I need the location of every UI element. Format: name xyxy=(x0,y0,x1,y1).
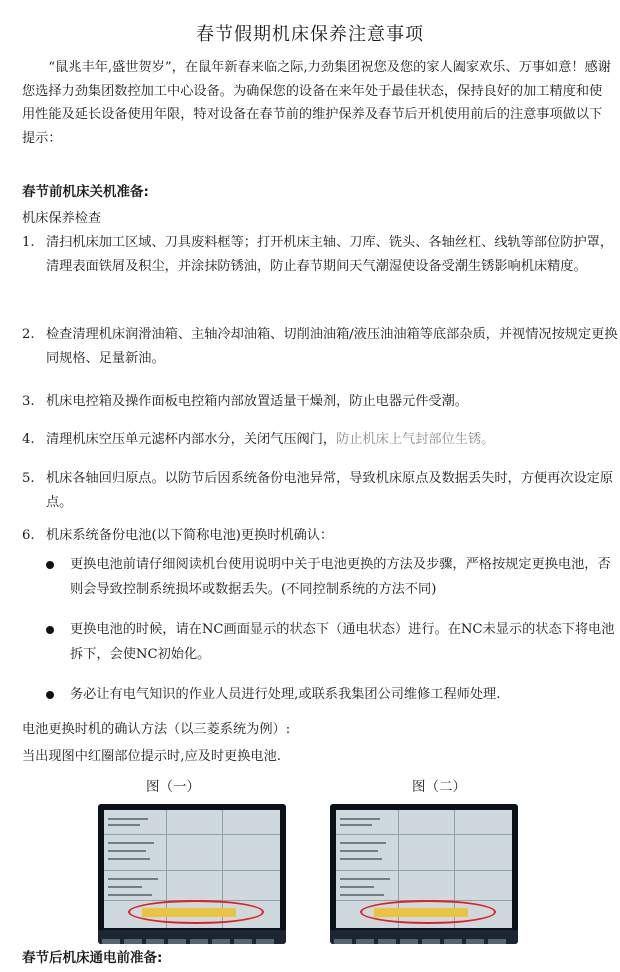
list-text: 机床系统备份电池(以下简称电池)更换时机确认： xyxy=(46,528,334,543)
list-number: 5. xyxy=(22,471,35,486)
section-heading-after-holiday: 春节后机床通电前准备: xyxy=(22,950,163,966)
list-text: 机床各轴回归原点。以防节后因系统备份电池异常，导致机床原点及数据丢失时，方便再次设定原点。 xyxy=(46,471,614,510)
list-item xyxy=(22,390,618,414)
list-item xyxy=(22,428,618,452)
bullet-item xyxy=(46,682,616,707)
softkey-bar xyxy=(330,930,518,944)
list-number: 2. xyxy=(22,327,35,342)
bullet-dot-icon xyxy=(46,691,54,699)
subheading-maintenance-check: 机床保养检查 xyxy=(22,211,102,226)
list-number: 4. xyxy=(22,432,35,447)
section-heading-before-holiday: 春节前机床关机准备: xyxy=(22,184,149,200)
battery-check-text: 当出现图中红圈部位提示时,应及时更换电池. xyxy=(22,749,281,764)
list-text: 检查清理机床润滑油箱、主轴冷却油箱、切削油油箱/液压油油箱等底部杂质，并视情况按规定更换同规格、足量新油。 xyxy=(46,327,618,366)
figure-1-label: 图（一） xyxy=(146,779,200,795)
list-item xyxy=(22,467,618,515)
list-text: 清扫机床加工区域、刀具废料框等；打开机床主轴、刀库、铣头、各轴丝杠、线轨等部位防护罩，清理表面铁屑及积尘，并涂抹防锈油，防止春节期间天气潮湿使设备受潮生锈影响机床精度。 xyxy=(46,235,614,274)
bullet-text: 务必让有电气知识的作业人员进行处理,或联系我集团公司维修工程师处理. xyxy=(70,687,501,702)
red-circle-highlight xyxy=(128,900,264,924)
figure-2-label: 图（二） xyxy=(412,779,466,795)
list-number: 1. xyxy=(22,235,35,250)
softkey-bar xyxy=(98,930,286,944)
battery-check-title: 电池更换时机的确认方法（以三菱系统为例）: xyxy=(22,722,291,737)
bullet-text: 更换电池前请仔细阅读机台使用说明中关于电池更换的方法及步骤，严格按规定更换电池，否则会导致控制系统损坏或数据丢失。(不同控制系统的方法不同) xyxy=(70,557,611,597)
list-text-faded: 防止机床上气封部位生锈。 xyxy=(336,432,495,447)
list-item xyxy=(22,524,618,548)
list-number: 6. xyxy=(22,528,35,543)
page-title: 春节假期机床保养注意事项 xyxy=(196,24,424,45)
cnc-screen-photo-2 xyxy=(330,804,518,944)
intro-paragraph: “鼠兆丰年,盛世贺岁”，在鼠年新春来临之际,力劲集团祝您及您的家人阖家欢乐、万事如意！感谢您选择力劲集团数控加工中心设备。为确保您的设备在来年处于最佳状态，保持良好的加工精度和使用性能及延长设备使用年限，特对设备在春节前的维护保养及春节后开机使用前后的注意事项做以下提示： xyxy=(22,60,611,146)
list-item xyxy=(22,231,618,279)
bullet-text: 更换电池的时候，请在NC画面显示的状态下（通电状态）进行。在NC未显示的状态下将电池拆下，会使NC初始化。 xyxy=(70,622,615,662)
bullet-item xyxy=(46,617,616,667)
bullet-item xyxy=(46,552,616,602)
list-text: 清理机床空压单元滤杯内部水分，关闭气压阀门， xyxy=(46,432,337,447)
red-circle-highlight xyxy=(360,900,496,924)
bullet-dot-icon xyxy=(46,561,54,569)
list-text: 机床电控箱及操作面板电控箱内部放置适量干燥剂，防止电器元件受潮。 xyxy=(46,394,468,409)
bullet-dot-icon xyxy=(46,626,54,634)
list-item xyxy=(22,323,618,371)
cnc-screen-photo-1 xyxy=(98,804,286,944)
list-number: 3. xyxy=(22,394,35,409)
